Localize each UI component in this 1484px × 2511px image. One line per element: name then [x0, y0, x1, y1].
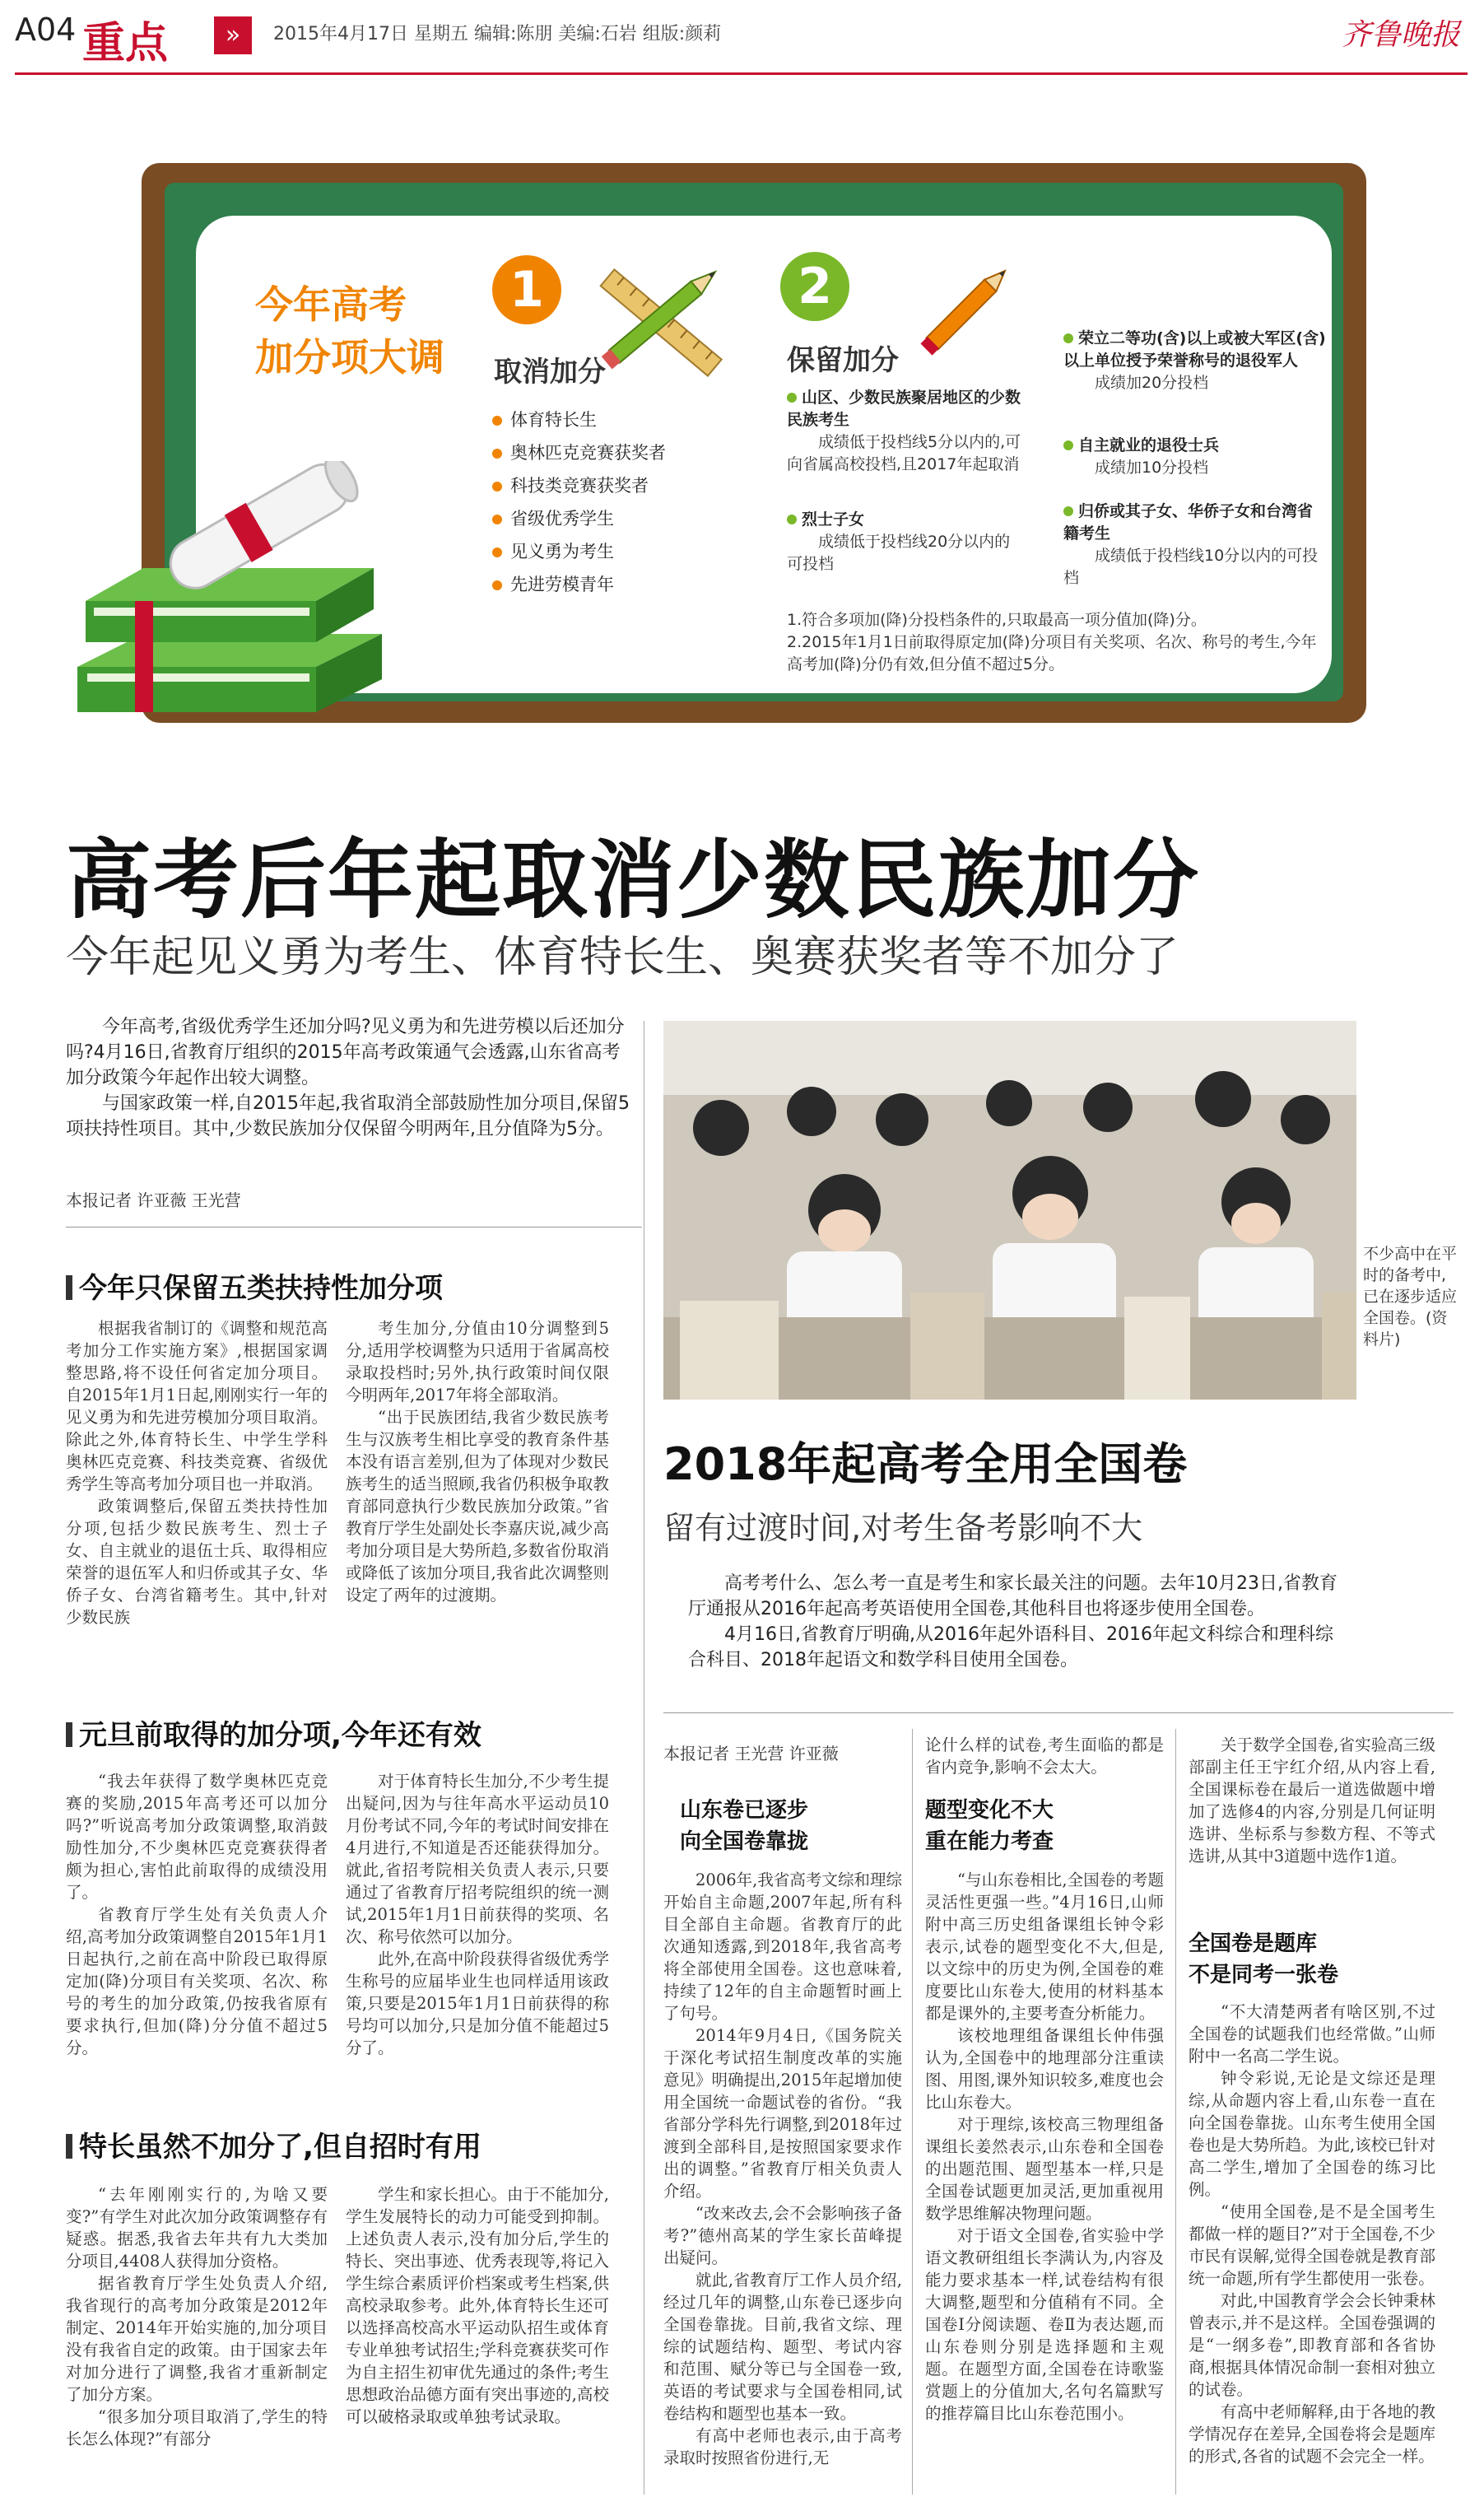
keep-item: 自主就业的退役士兵 成绩加10分投档 — [1063, 435, 1327, 479]
paragraph: 有高中老师解释,由于各地的教学情况存在差异,全国卷将会是题库的形式,各省的试题不会完全一样。 — [1189, 2402, 1435, 2466]
article-column — [346, 1770, 609, 2059]
article-column — [346, 1317, 609, 1606]
lead-text — [66, 1014, 634, 1142]
keep-item: 烈士子女 成绩低于投档线20分以内的可投档 — [787, 509, 1026, 575]
column-separator — [912, 1729, 913, 2495]
article-column — [1189, 2001, 1435, 2467]
keep-detail: 成绩低于投档线20分以内的可投档 — [787, 533, 1011, 573]
bullet-icon — [787, 515, 797, 524]
infographic-title-line2: 加分项大调 — [255, 335, 444, 380]
section-title: 特长虽然不加分了,但自招时有用 — [66, 2124, 481, 2164]
paragraph: 此外,在高中阶段获得省级优秀学生称号的应届毕业生也同样适用该政策,只要是2015年1月1日前获得的称号均可以加分,只是加分值不能超过5分了。 — [346, 1950, 609, 2057]
paragraph: 对此,中国教育学会会长钟秉林曾表示,并不是这样。全国卷强调的是“一纲多卷”,即教育部和各省协商,根据具体情况命制一套相对独立的试卷。 — [1189, 2291, 1435, 2399]
paragraph: 就此,省教育厅工作人员介绍,经过几年的调整,山东卷已逐步向全国卷靠拢。目前,我省文综、理综的试题结构、题型、考试内容和范围、赋分等已与全国卷一致,英语的考试要求与全国卷相同,试卷结构和题型也基本一致。 — [663, 2271, 902, 2423]
article-column — [346, 2183, 609, 2428]
section-arrow-icon: » — [214, 16, 252, 54]
pencil-icon — [905, 247, 1029, 370]
books-scroll-illustration — [69, 461, 415, 757]
paragraph: 钟令彩说,无论是文综还是理综,从命题内容上看,山东卷一直在向全国卷靠拢。山东考生使用全国卷也是大势所趋。为此,该校已针对高二学生,增加了全国卷的练习比例。 — [1189, 2069, 1435, 2199]
section-title: 元旦前取得的加分项,今年还有效 — [66, 1712, 481, 1753]
paragraph: 有高中老师也表示,由于高考录取时按照省份进行,无 — [663, 2426, 902, 2467]
paragraph: 学生和家长担心。由于不能加分,学生发展特长的动力可能受到抑制。上述负责人表示,没有加分后,学生的特长、突出事迹、优秀表现等,将记入学生综合素质评价档案或考生档案,供高校录取参考。此外,体育特长生还可以选择高校高水平运动队招生或体育专业单独考试招生;学科竞赛获奖可作为自主招生初审优先通过的条件;考生思想政治品德方面有突出事迹的,高校可以破格录取或单独考试录取。 — [346, 2185, 609, 2426]
bullet-icon — [492, 449, 502, 459]
paragraph: 该校地理组备课组长仲伟强认为,全国卷中的地理部分注重读图、用图,课外知识较多,难度也会比山东卷大。 — [925, 2026, 1164, 2112]
paragraph: “使用全国卷,是不是全国考生都做一样的题目?”对于全国卷,不少市民有误解,觉得全国卷就是教育部统一命题,所有学生都使用一张卷。 — [1189, 2202, 1435, 2288]
second-headline: 2018年起高考全用全国卷 — [663, 1438, 1188, 1490]
bullet-icon — [787, 393, 797, 403]
divider — [66, 1227, 642, 1228]
paragraph: 关于数学全国卷,省实验高三级部副主任王宇红介绍,从内容上看,全国课标卷在最后一道选做题中增加了选修4的内容,分别是几何证明选讲、坐标系与参数方程、不等式选讲,从其中3道题中选作1道。 — [1189, 1735, 1435, 1866]
paragraph: “我去年获得了数学奥林匹克竞赛的奖励,2015年高考还可以加分吗?”听说高考加分政策调整,取消鼓励性加分,不少奥林匹克竞赛获得者颇为担心,害怕此前取得的成绩没用了。 — [66, 1772, 328, 1902]
divider — [663, 1712, 1454, 1713]
bullet-icon — [1063, 506, 1073, 516]
article-column — [1189, 1734, 1435, 1867]
paragraph: 据省教育厅学生处负责人介绍,我省现行的高考加分政策是2012年制定、2014年开始实施的,加分项目没有我省自定的政策。由于国家去年对加分进行了调整,我省才重新制定了加分方案。 — [66, 2274, 328, 2404]
paragraph: “与山东卷相比,全国卷的考题灵活性更强一些。”4月16日,山师附中高三历史组备课组长钟令彩表示,试卷的题型变化不大,但是,以文综中的历史为例,全国卷的难度要比山东卷大,使用的材料基本都是课外的,主要考查分析能力。 — [925, 1870, 1164, 2023]
keep-number-badge: 2 — [780, 252, 849, 321]
paragraph: 2014年9月4日,《国务院关于深化考试招生制度改革的实施意见》明确提出,2015年起增加使用全国统一命题试卷的省份。“我省部分学科先行调整,到2018年过渡到全部科目,是按照国家要求作出的调整。”省教育厅相关负责人介绍。 — [663, 2026, 902, 2201]
list-item: 省级优秀学生 — [492, 504, 666, 537]
keep-item: 山区、少数民族聚居地区的少数民族考生 成绩低于投档线5分以内的,可向省属高校投档,且2017年起取消 — [787, 387, 1026, 476]
article-column — [925, 1869, 1164, 2425]
lead-paragraph: 高考考什么、怎么考一直是考生和家长最关注的问题。去年10月23日,省教育厅通报从2016年起高考英语使用全国卷,其他科目也将逐步使用全国卷。 — [688, 1573, 1337, 1619]
header-rule — [15, 72, 1468, 75]
article-column: 论什么样的试卷,考生面临的都是省内竞争,影响不会太大。 — [925, 1735, 1164, 1777]
byline: 本报记者 王光营 许亚薇 — [663, 1744, 839, 1763]
bullet-icon — [492, 547, 502, 557]
paragraph: 根据我省制订的《调整和规范高考加分工作实施方案》,根据国家调整思路,将不设任何省定加分项目。自2015年1月1日起,刚刚实行一年的见义勇为和先进劳模加分项目取消。除此之外,体育特长生、中学生学科奥林匹克竞赛、科技类竞赛、省级优秀学生等高考加分项目也一并取消。 — [66, 1319, 328, 1493]
keep-detail: 成绩加10分投档 — [1095, 459, 1209, 477]
article-column — [66, 1317, 328, 1628]
lead-paragraph: 与国家政策一样,自2015年起,我省取消全部鼓励性加分项目,保留5项扶持性项目。其中,少数民族加分仅保留今明两年,且分值降为5分。 — [66, 1093, 630, 1139]
paragraph: “去年刚刚实行的,为啥又要变?”有学生对此次加分政策调整存有疑惑。据悉,我省去年共有九大类加分项目,4408人获得加分资格。 — [66, 2185, 328, 2271]
bullet-icon — [492, 482, 502, 491]
paragraph: “出于民族团结,我省少数民族考生与汉族考生相比享受的教育条件基本没有语言差别,但为了体现对少数民族考生的适当照顾,我省仍积极争取教育部同意执行少数民族加分政策。”省教育厅学生处副处长李嘉庆说,减少高考加分项目是大势所趋,多数省份取消或降低了该加分项目,我省此次调整则设定了两年的过渡期。 — [346, 1408, 609, 1605]
infographic-title — [255, 278, 444, 384]
bullet-icon — [1063, 333, 1073, 343]
title-bar-icon — [66, 1722, 72, 1747]
page-number: A04 — [15, 12, 77, 48]
article-column — [663, 1869, 902, 2469]
main-subheadline: 今年起见义勇为考生、体育特长生、奥赛获奖者等不加分了 — [66, 933, 1179, 982]
paragraph: 政策调整后,保留五类扶持性加分项,包括少数民族考生、烈士子女、自主就业的退伍士兵、取得相应荣誉的退伍军人和归侨或其子女、华侨子女、台湾省籍考生。其中,针对少数民族 — [66, 1497, 328, 1627]
bullet-icon — [492, 416, 502, 426]
lead-paragraph: 今年高考,省级优秀学生还加分吗?见义勇为和先进劳模以后还加分吗?4月16日,省教育厅组织的2015年高考政策通气会透露,山东省高考加分政策今年起作出较大调整。 — [66, 1017, 625, 1088]
infographic-notes — [787, 609, 1322, 676]
paragraph: 对于理综,该校高三物理组备课组长姜然表示,山东卷和全国卷的出题范围、题型基本一样,只是全国卷试题更加灵活,更加重视用数学思维解决物理问题。 — [925, 2115, 1164, 2223]
title-bar-icon — [66, 2134, 72, 2159]
paragraph: “改来改去,会不会影响孩子备考?”德州高某的学生家长苗峰提出疑问。 — [663, 2204, 902, 2267]
cancel-heading: 取消加分 — [494, 356, 606, 389]
infographic-title-line1: 今年高考 — [255, 282, 407, 327]
keep-detail: 成绩低于投档线5分以内的,可向省属高校投档,且2017年起取消 — [787, 433, 1021, 473]
cancel-number-badge: 1 — [492, 255, 561, 324]
section-title: 今年只保留五类扶持性加分项 — [66, 1265, 443, 1306]
masthead-logo: 齐鲁晚报 — [1342, 18, 1461, 52]
bullet-icon — [492, 580, 502, 590]
sub-heading: 题型变化不大 重在能力考查 — [925, 1798, 1054, 1854]
list-item: 体育特长生 — [492, 405, 666, 438]
photo-caption: 不少高中在平时的备考中,已在逐步适应全国卷。(资料片) — [1363, 1245, 1458, 1349]
note: 1.符合多项加(降)分投档条件的,只取最高一项分值加(降)分。 — [787, 611, 1207, 629]
list-item: 科技类竞赛获奖者 — [492, 471, 666, 504]
title-bar-icon — [66, 1275, 72, 1300]
second-lead — [688, 1571, 1347, 1673]
bullet-icon — [1063, 440, 1073, 450]
keep-item: 归侨或其子女、华侨子女和台湾省籍考生 成绩低于投档线10分以内的可投档 — [1063, 501, 1327, 589]
sub-heading: 全国卷是题库 不是同考一张卷 — [1189, 1931, 1339, 1987]
header-meta: 2015年4月17日 星期五 编辑:陈朋 美编:石岩 组版:颜莉 — [273, 24, 722, 44]
article-column — [66, 1770, 328, 2059]
paragraph: 2006年,我省高考文综和理综开始自主命题,2007年起,所有科目全部自主命题。省教育厅的此次通知透露,到2018年,我省高考将全部使用全国卷。这也意味着,持续了12年的自主命题暂时画上了句号。 — [663, 1870, 902, 2023]
main-headline: 高考后年起取消少数民族加分 — [66, 830, 1201, 930]
paragraph: 省教育厅学生处有关负责人介绍,高考加分政策调整自2015年1月1日起执行,之前在高中阶段已取得原定加(降)分项目有关奖项、名次、称号的考生的加分政策,仍按我省原有要求执行,但加(降)分分值不超过5分。 — [66, 1905, 328, 2057]
section-name: 重点 — [82, 19, 169, 68]
paragraph: “很多加分项目取消了,学生的特长怎么体现?”有部分 — [66, 2407, 328, 2448]
article-column — [66, 2183, 328, 2450]
paragraph: “不大清楚两者有啥区别,不过全国卷的试题我们也经常做。”山师附中一名高二学生说。 — [1189, 2002, 1435, 2066]
keep-detail: 成绩加20分投档 — [1095, 374, 1209, 392]
paragraph: 对于体育特长生加分,不少考生提出疑问,因为与往年高水平运动员10月份考试不同,今年的考试时间安排在4月进行,不知道是否还能获得加分。就此,省招考院相关负责人表示,只要通过了省教育厅招考院组织的统一测试,2015年1月1日前获得的奖项、名次、称号依然可以加分。 — [346, 1772, 609, 1946]
list-item: 先进劳模青年 — [492, 570, 666, 603]
lead-paragraph: 4月16日,省教育厅明确,从2016年起外语科目、2016年起文科综合和理科综合科目、2018年起语文和数学科目使用全国卷。 — [688, 1624, 1333, 1670]
classroom-photo — [663, 1021, 1356, 1400]
keep-item: 荣立二等功(含)以上或被大军区(含)以上单位授予荣誉称号的退役军人 成绩加20分投档 — [1063, 328, 1327, 394]
byline: 本报记者 许亚薇 王光营 — [66, 1190, 241, 1210]
note: 2.2015年1月1日前取得原定加(降)分项目有关奖项、名次、称号的考生,今年高考加(降)分仍有效,但分值不超过5分。 — [787, 633, 1317, 673]
second-subheadline: 留有过渡时间,对考生备考影响不大 — [663, 1510, 1143, 1546]
keep-detail: 成绩低于投档线10分以内的可投档 — [1063, 547, 1319, 587]
paragraph: 对于语文全国卷,省实验中学语文教研组组长李满认为,内容及能力要求基本一样,试卷结构有很大调整,题型和分值稍有不同。全国卷Ⅰ分阅读题、卷Ⅱ为表达题,而山东卷则分别是选择题和主观题。在题型方面,全国卷在诗歌鉴赏题上的分值加大,名句名篇默写的推荐篇目比山东卷范围小。 — [925, 2226, 1164, 2423]
list-item: 见义勇为考生 — [492, 537, 666, 570]
list-item: 奥林匹克竞赛获奖者 — [492, 438, 666, 471]
sub-heading: 山东卷已逐步 向全国卷靠拢 — [680, 1798, 809, 1854]
photo-illustration — [663, 1021, 1356, 1400]
column-separator — [1175, 1729, 1176, 2495]
keep-heading: 保留加分 — [787, 344, 899, 377]
cancel-list — [492, 405, 666, 603]
bullet-icon — [492, 515, 502, 524]
paragraph: 考生加分,分值由10分调整到5分,适用学校调整为只适用于省属高校录取投档时;另外,执行政策时间仅限今明两年,2017年将全部取消。 — [346, 1319, 609, 1405]
